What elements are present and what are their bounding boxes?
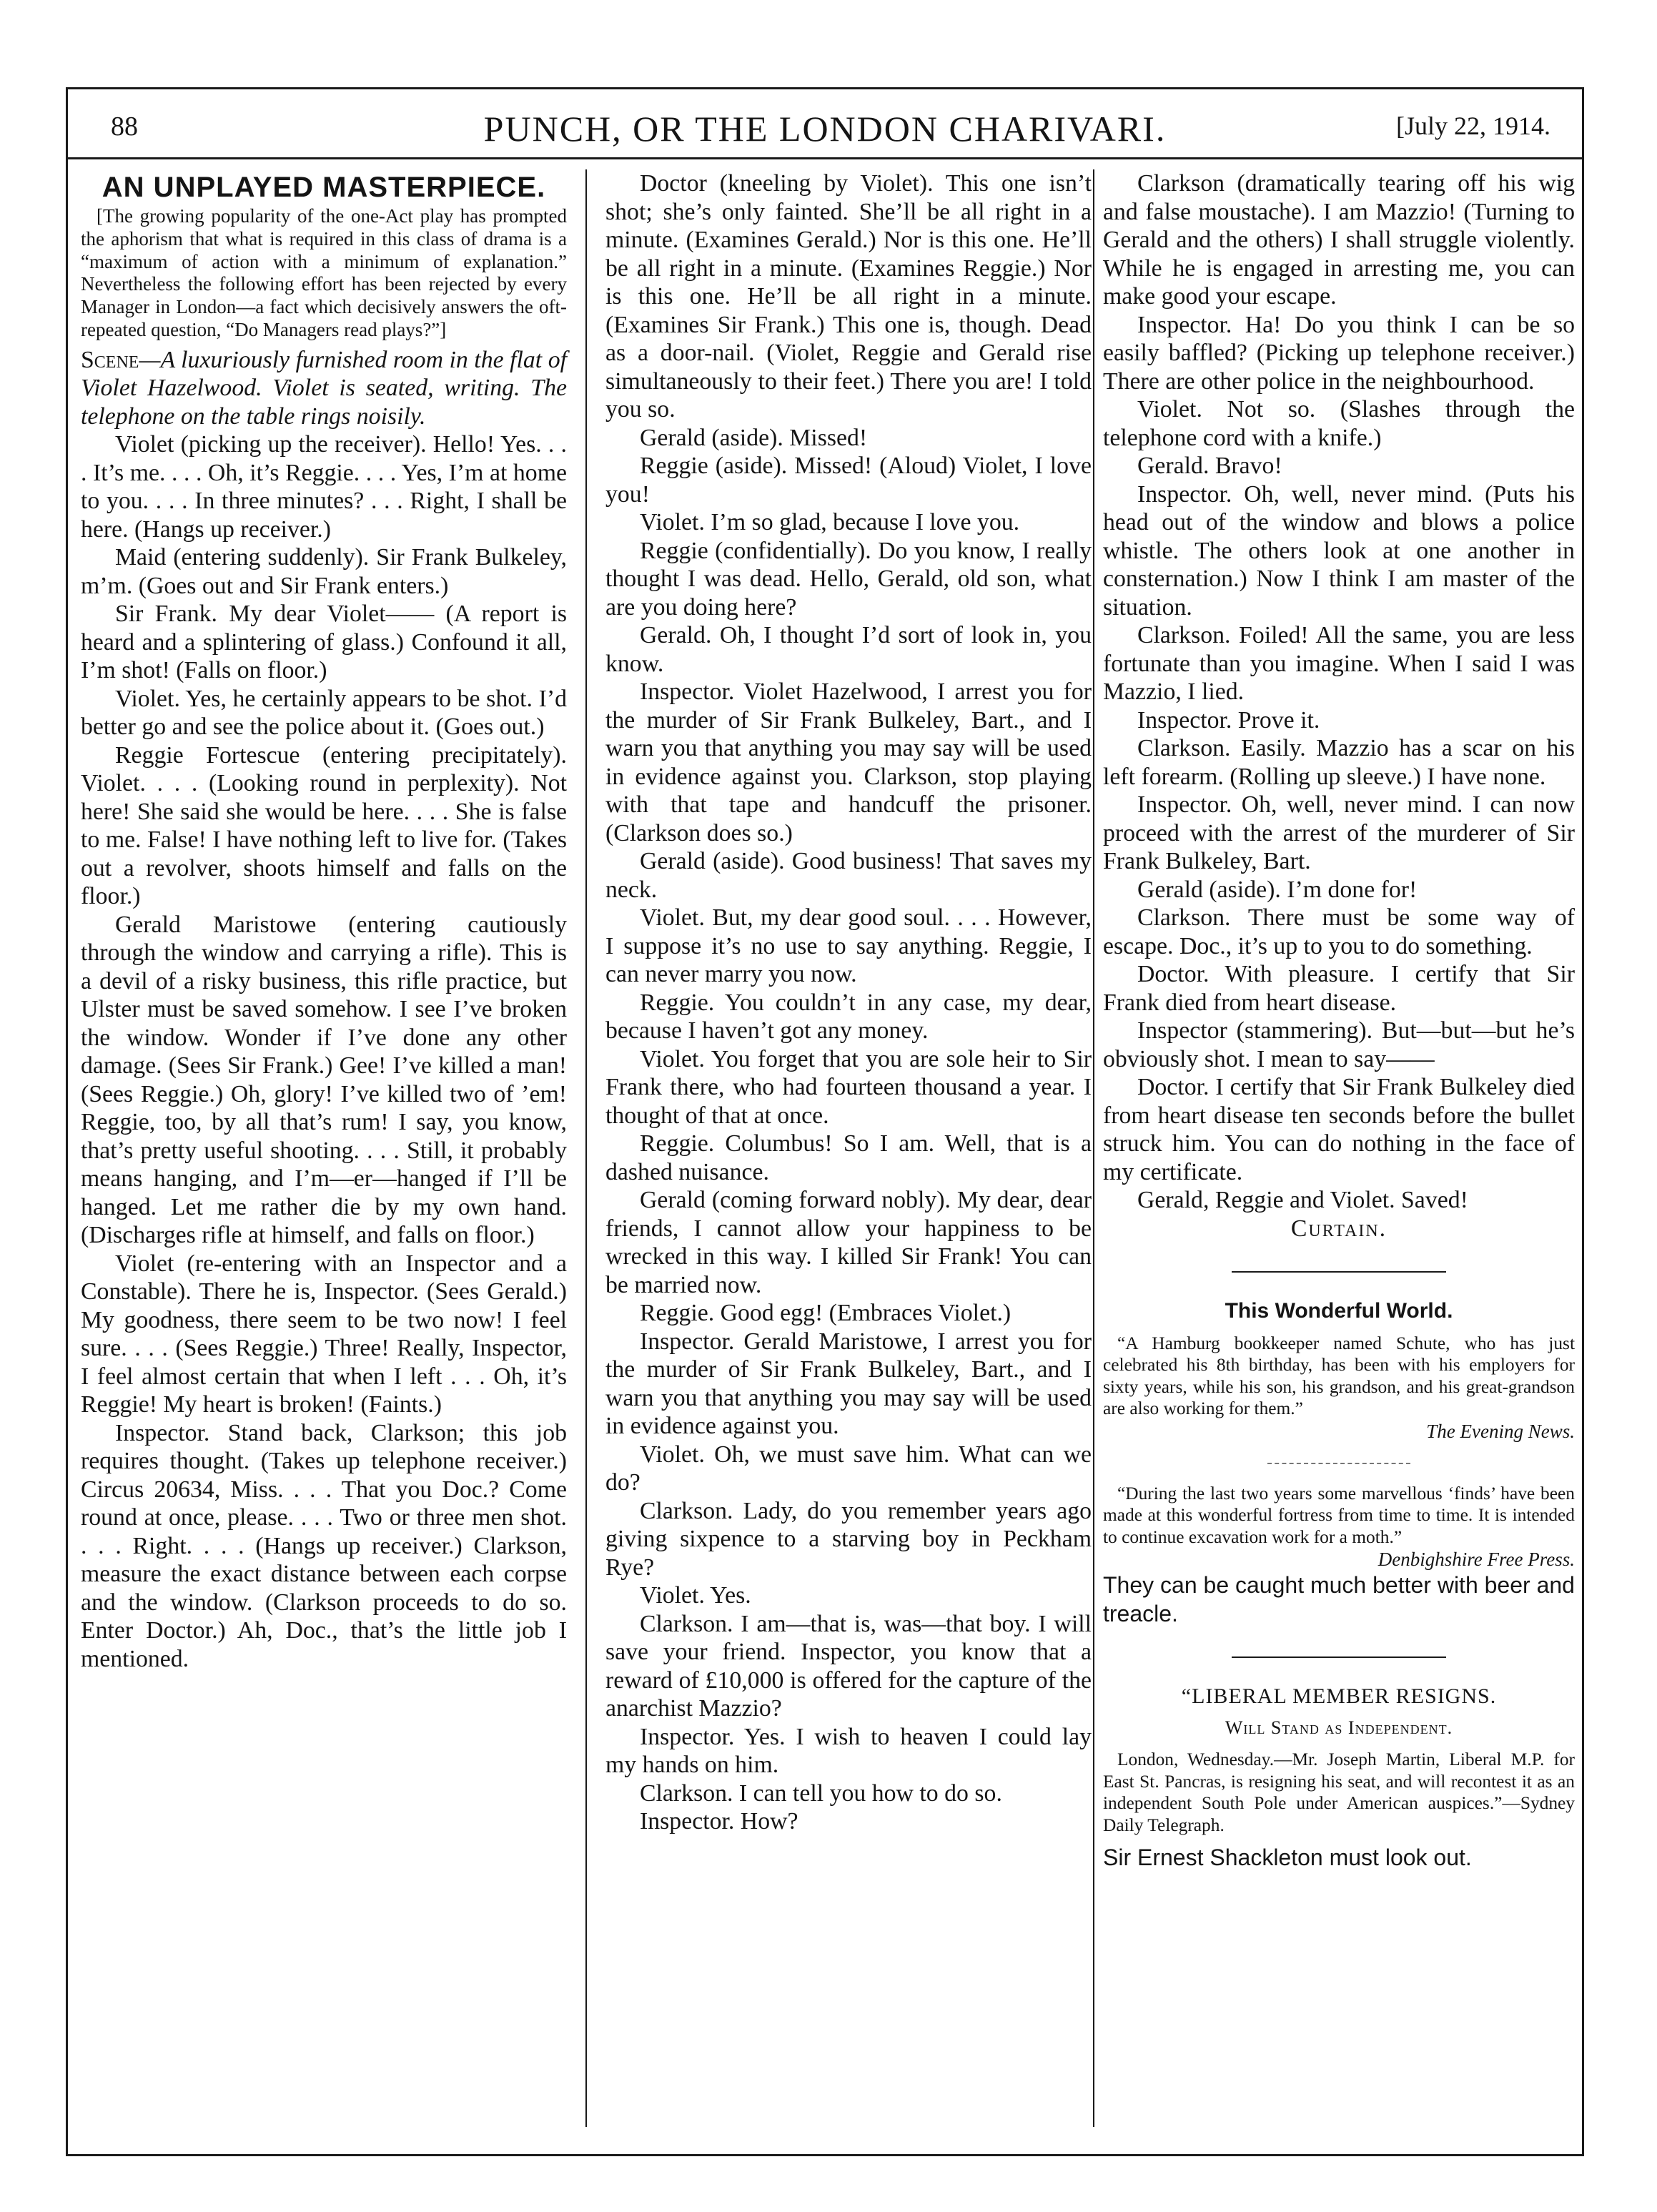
dialogue-paragraph: Reggie. You couldn’t in any case, my dear, because I haven’t got any money. [605, 989, 1092, 1044]
dialogue-paragraph: Inspector. Prove it. [1137, 706, 1320, 734]
dialogue-paragraph: Clarkson. I can tell you how to do so. [640, 1779, 1002, 1807]
wonderful-world-quote-1: “A Hamburg bookkeeper named Schute, who has just celebrated his 8th birthday, has been with his employers for sixty years, while his son, his grandson, and his great-grandson are also working for them.” [1103, 1333, 1575, 1418]
dialogue-paragraph: Reggie. Good egg! (Embraces Violet.) [640, 1300, 1011, 1326]
section-divider [1232, 1656, 1446, 1658]
dialogue-paragraph: Clarkson. There must be some way of escape. Doc., it’s up to you to do something. [1103, 904, 1575, 959]
dialogue-paragraph: Inspector. Stand back, Clarkson; this job requires thought. (Takes up telephone receiver.) Circus 20634, Miss. . . . That you Doc.? Come round at once, please. . . . Two or three men shot. . . . Right. . . . (Hangs up receiver.) Clarkson, measure the exact distance between each corpse and the window. (Clarkson proceeds to do so. Enter Doctor.) Ah, Doc., that’s the little job I mentioned. [81, 1419, 567, 1672]
article-title: AN UNPLAYED MASTERPIECE. [102, 172, 546, 203]
wonderful-world-comment: They can be caught much better with beer and treacle. [1103, 1572, 1575, 1626]
dialogue-paragraph: Clarkson. Lady, do you remember years ago giving sixpence to a starving boy in Peckham Rye? [605, 1497, 1092, 1581]
scene-text: —A luxuriously furnished room in the flat of Violet Hazelwood. Violet is seated, writing. The telephone on the table rings noisily. [81, 346, 567, 430]
wonderful-world-source-1: The Evening News. [1426, 1420, 1575, 1442]
dialogue-paragraph: Inspector. Oh, well, never mind. (Puts his head out of the window and blows a police whistle. The others look at one another in consternation.) Now I think I am master of the situation. [1103, 480, 1575, 621]
dialogue-paragraph: Inspector. Oh, well, never mind. I can now proceed with the arrest of the murderer of Sir Frank Bulkeley, Bart. [1103, 791, 1575, 874]
dialogue-paragraph: Gerald (coming forward nobly). My dear, dear friends, I cannot allow your happiness to be wrecked in this way. I killed Sir Frank! You can be married now. [605, 1187, 1092, 1298]
dialogue-paragraph: Violet. But, my dear good soul. . . . However, I suppose it’s no use to say anything. Reggie, I can never marry you now. [605, 904, 1092, 987]
liberal-body: London, Wednesday.—Mr. Joseph Martin, Liberal M.P. for East St. Pancras, is resigning his seat, and will recontest it as an independent South Pole under American auspices.”—Sydney Daily Telegraph. [1103, 1749, 1575, 1835]
dialogue-paragraph: Inspector. How? [640, 1808, 798, 1835]
curtain-line: Curtain. [1290, 1215, 1388, 1242]
dialogue-paragraph: Clarkson. I am—that is, was—that boy. I will save your friend. Inspector, you know that a reward of £10,000 is offered for the capture of the anarchist Mazzio? [605, 1610, 1092, 1722]
dialogue-paragraph: Doctor. With pleasure. I certify that Sir Frank died from heart disease. [1103, 961, 1575, 1016]
dialogue-paragraph: Gerald. Bravo! [1137, 453, 1282, 479]
dialogue-paragraph: Violet. I’m so glad, because I love you. [640, 509, 1020, 535]
magazine-page [66, 87, 1584, 2156]
wonderful-world-source-2: Denbighshire Free Press. [1377, 1549, 1575, 1570]
dialogue-paragraph: Reggie (confidentially). Do you know, I really thought I was dead. Hello, Gerald, old son, what are you doing here? [605, 537, 1092, 621]
article-intro: [The growing popularity of the one-Act play has prompted the aphorism that what is required in this class of drama is a “maximum of action with a minimum of explanation.” Nevertheless the following effort has been rejected by every Manager in London—a fact which decisively answers the oft-repeated question, “Do Managers read plays?”] [81, 205, 567, 340]
dialogue-paragraph: Inspector (stammering). But—but—but he’s obviously shot. I mean to say—— [1103, 1017, 1575, 1072]
dialogue-paragraph: Reggie (aside). Missed! (Aloud) Violet, I love you! [605, 453, 1092, 508]
dialogue-paragraph: Gerald Maristowe (entering cautiously through the window and carrying a rifle). This is a devil of a risky business, this rifle practice, but Ulster must be saved somehow. I see I’ve broken the window. Wonder if I’ve done any other damage. (Sees Sir Frank.) Gee! I’ve killed a man! (Sees Reggie.) Oh, glory! I’ve killed two of ’em! Reggie, too, by all that’s rum! I say, you know, that’s pretty useful shooting. . . . Still, it probably means hanging, and I’m—er—hanged if I’ll be hanged. Let me rather die by my own hand. (Discharges rifle at himself, and falls on floor.) [81, 911, 567, 1249]
wonderful-world-quote-2: “During the last two years some marvellous ‘finds’ have been made at this wonderful fortress from time to time. It is intended to continue excavation work for a moth.” [1103, 1483, 1575, 1547]
liberal-subhead: Will Stand as Independent. [1225, 1717, 1453, 1738]
dialogue-paragraph: Inspector. Gerald Maristowe, I arrest you for the murder of Sir Frank Bulkeley, Bart., and I warn you that anything you may say will be used in evidence against you. [605, 1328, 1092, 1439]
dialogue-paragraph: Gerald (aside). I’m done for! [1137, 876, 1418, 903]
dialogue-paragraph: Violet (re-entering with an Inspector and a Constable). There he is, Inspector. (Sees Gerald.) My goodness, there seem to be two now! I feel sure. . . . (Sees Reggie.) Three! Really, Inspector, I feel almost certain that when I left . . . Oh, it’s Reggie! My heart is broken! (Faints.) [81, 1250, 567, 1418]
dialogue-paragraph: Maid (entering suddenly). Sir Frank Bulkeley, m’m. (Goes out and Sir Frank enters.) [81, 544, 567, 599]
dialogue-paragraph: Violet. Yes, he certainly appears to be shot. I’d better go and see the police about it. (Goes out.) [81, 685, 567, 741]
issue-date: [July 22, 1914. [1396, 112, 1550, 140]
dialogue-paragraph: Violet. Oh, we must save him. What can we do? [605, 1441, 1092, 1496]
dialogue-paragraph: Violet (picking up the receiver). Hello! Yes. . . . It’s me. . . . Oh, it’s Reggie. . . . Yes, I’m at home to you. . . . In three minutes? . . . Right, I shall be here. (Hangs up receiver.) [81, 431, 567, 543]
dialogue-paragraph: Gerald (aside). Missed! [640, 424, 868, 451]
dialogue-paragraph: Doctor. I certify that Sir Frank Bulkeley died from heart disease ten seconds before the bullet struck him. You can do nothing in the face of my certificate. [1103, 1074, 1575, 1185]
page-number: 88 [111, 112, 138, 142]
dialogue-paragraph: Sir Frank. My dear Violet—— (A report is heard and a splintering of glass.) Confound it all, I’m shot! (Falls on floor.) [81, 601, 567, 684]
dialogue-paragraph: Gerald, Reggie and Violet. Saved! [1137, 1187, 1468, 1213]
dialogue-paragraph: Reggie Fortescue (entering precipitately). Violet. . . . (Looking round in perplexity). Not here! She said she would be here. . . . She is false to me. False! I have nothing left to live for. (Takes out a revolver, shoots himself and falls on the floor.) [81, 741, 567, 910]
dialogue-paragraph: Gerald. Oh, I thought I’d sort of look in, you know. [605, 622, 1092, 677]
column-rule-2 [1093, 169, 1094, 2127]
page-header [68, 89, 1582, 159]
dialogue-paragraph: Clarkson (dramatically tearing off his wig and false moustache). I am Mazzio! (Turning to Gerald and the others) I shall struggle violently. While he is engaged in arresting me, you can make good your escape. [1103, 170, 1575, 310]
dialogue-paragraph: Inspector. Ha! Do you think I can be so easily baffled? (Picking up telephone receiver.) There are other police in the neighbourhood. [1103, 311, 1575, 395]
section-divider [1232, 1271, 1446, 1273]
liberal-comment: Sir Ernest Shackleton must look out. [1103, 1845, 1472, 1870]
dialogue-paragraph: Violet. Yes. [640, 1582, 751, 1609]
dialogue-paragraph: Violet. Not so. (Slashes through the telephone cord with a knife.) [1103, 396, 1575, 451]
dialogue-paragraph: Gerald (aside). Good business! That saves my neck. [605, 848, 1092, 903]
column-1 [81, 169, 567, 1673]
item-divider [1267, 1463, 1410, 1464]
liberal-headline: “LIBERAL MEMBER RESIGNS. [1181, 1684, 1497, 1708]
scene-direction [81, 346, 567, 431]
dialogue-paragraph: Inspector. Yes. I wish to heaven I could lay my hands on him. [605, 1723, 1092, 1778]
dialogue-paragraph: Inspector. Violet Hazelwood, I arrest you for the murder of Sir Frank Bulkeley, Bart., and I warn you that anything you may say will be used in evidence against you. Clarkson, stop playing with that tape and handcuff the prisoner. (Clarkson does so.) [605, 678, 1092, 846]
dialogue-paragraph: Reggie. Columbus! So I am. Well, that is a dashed nuisance. [605, 1130, 1092, 1185]
column-rule-1 [585, 169, 587, 2127]
dialogue-paragraph: Clarkson. Easily. Mazzio has a scar on his left forearm. (Rolling up sleeve.) I have none. [1103, 735, 1575, 790]
column-3 [1103, 169, 1575, 1872]
masthead: PUNCH, OR THE LONDON CHARIVARI. [483, 109, 1167, 149]
column-2 [605, 169, 1092, 1836]
scene-label: Scene [81, 346, 139, 373]
wonderful-world-title: This Wonderful World. [1225, 1299, 1453, 1323]
dialogue-paragraph: Clarkson. Foiled! All the same, you are less fortunate than you imagine. When I said I was Mazzio, I lied. [1103, 622, 1575, 705]
dialogue-paragraph: Doctor (kneeling by Violet). This one isn’t shot; she’s only fainted. She’ll be all right in a minute. (Examines Gerald.) Nor is this one. He’ll be all right in a minute. (Examines Reggie.) Nor is this one. He’ll be all right in a minute. (Examines Sir Frank.) This one is, though. Dead as a door-nail. (Violet, Reggie and Gerald rise simultaneously to their feet.) There you are! I told you so. [605, 170, 1092, 423]
dialogue-paragraph: Violet. You forget that you are sole heir to Sir Frank there, who had fourteen thousand a year. I thought of that at once. [605, 1045, 1092, 1129]
